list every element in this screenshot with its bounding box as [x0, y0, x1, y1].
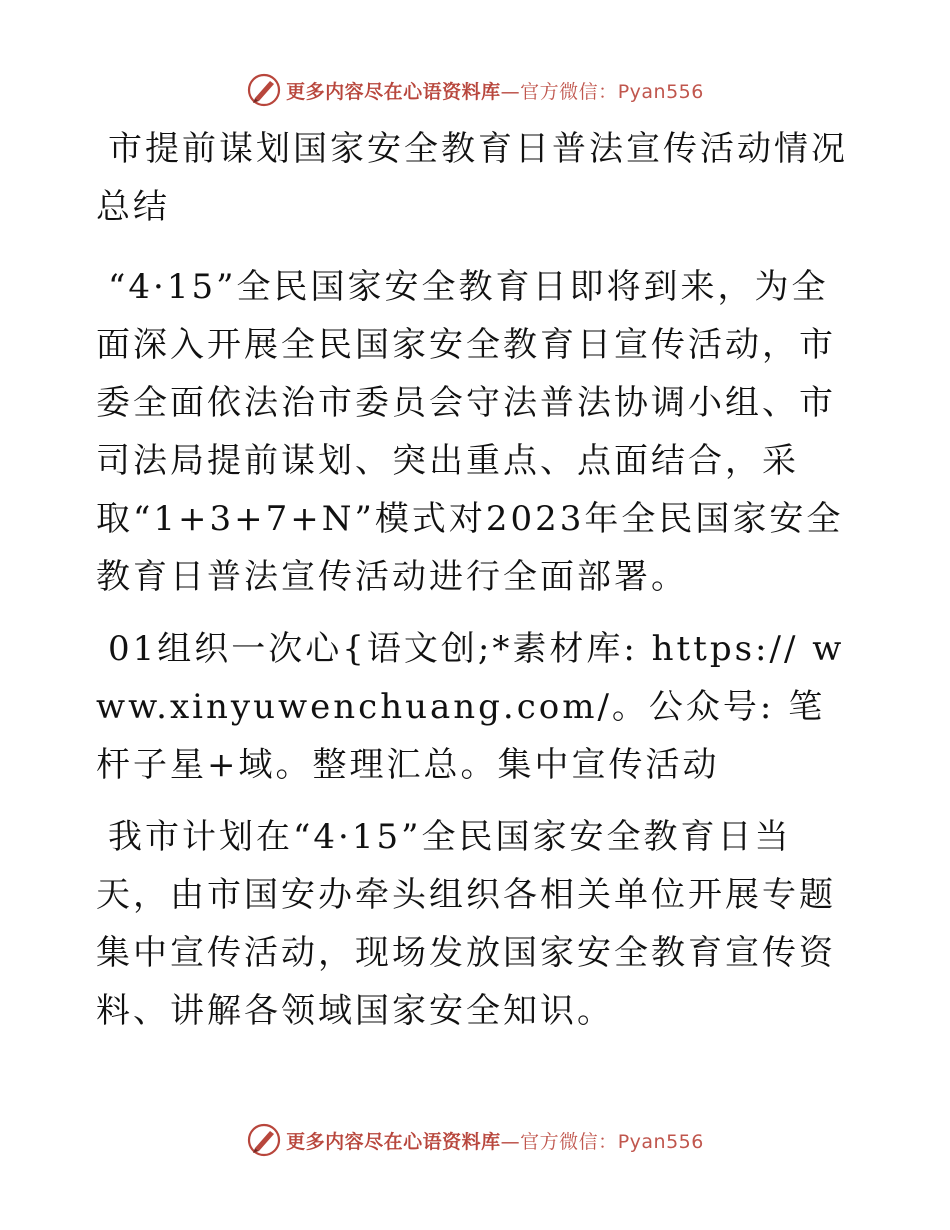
pen-logo-icon	[246, 1122, 282, 1158]
watermark-separator: —	[500, 80, 521, 103]
paragraph-intro: “4·15”全民国家安全教育日即将到来，为全面深入开展全民国家安全教育日宣传活动，市委全面依法治市委员会守法普法协调小组、市司法局提前谋划、突出重点、点面结合，采取“1+3+7+N”模式对2023年全民国家安全教育日普法宣传活动进行全面部署。	[96, 267, 844, 597]
watermark-wechat-label: 官方微信：	[520, 1130, 618, 1153]
footer-watermark	[0, 1120, 950, 1160]
document-title: 市提前谋划国家安全教育日普法宣传活动情况总结	[96, 129, 848, 227]
header-watermark	[0, 70, 950, 110]
document-body	[96, 120, 856, 1040]
paragraph-plan: 我市计划在“4·15”全民国家安全教育日当天，由市国安办牵头组织各相关单位开展专题集中宣传活动，现场发放国家安全教育宣传资料、讲解各领域国家安全知识。	[96, 817, 836, 1031]
paragraph-section-01: 01组织一次心{语文创;*素材库: https:// www.xinyuwenchuang.com/。公众号: 笔杆子星+域。整理汇总。集中宣传活动	[96, 629, 845, 785]
watermark-promo: 更多内容尽在心语资料库	[286, 80, 501, 103]
watermark-wechat-label: 官方微信：	[520, 80, 618, 103]
watermark-text	[286, 1127, 704, 1154]
watermark-wechat-id: Pyan556	[617, 80, 704, 103]
watermark-text	[286, 77, 704, 104]
pen-logo-icon	[246, 72, 282, 108]
watermark-separator: —	[500, 1130, 521, 1153]
watermark-promo: 更多内容尽在心语资料库	[286, 1130, 501, 1153]
watermark-wechat-id: Pyan556	[617, 1130, 704, 1153]
